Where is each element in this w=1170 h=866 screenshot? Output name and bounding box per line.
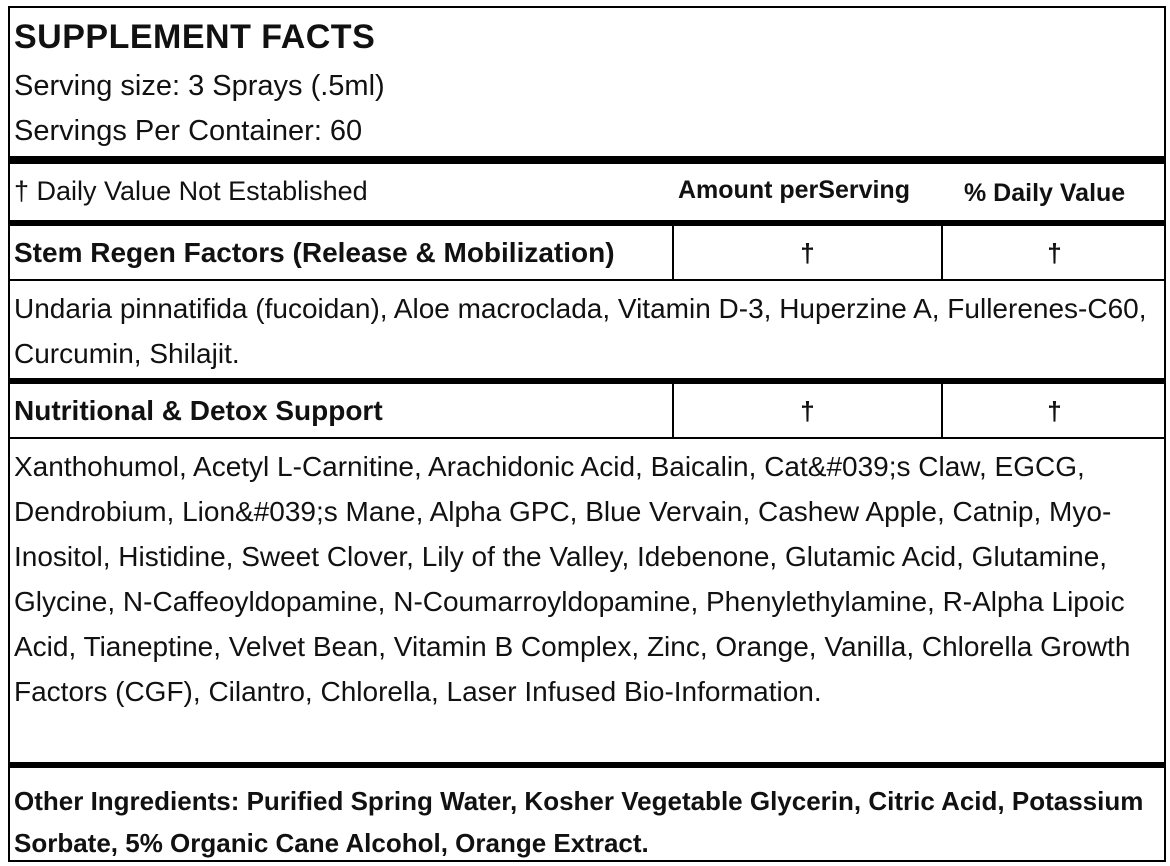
supplement-facts-panel (8, 6, 1166, 862)
group-name-stem-regen: Stem Regen Factors (Release & Mobilization) (14, 237, 615, 268)
daily-value-note: † Daily Value Not Established (14, 176, 368, 206)
group-dv-stem-regen: † (1047, 238, 1062, 268)
daily-value-header: % Daily Value (964, 179, 1126, 207)
thick-divider (10, 156, 1164, 164)
row-divider (10, 279, 1164, 281)
ingredient-list-stem-regen: Undaria pinnatifida (fucoidan), Aloe macroclada, Vitamin D-3, Huperzine A, Fullerenes-C60, Curcumin, Shilajit. (14, 293, 1147, 369)
servings-per-container: Servings Per Container: 60 (14, 115, 363, 147)
panel-title: SUPPLEMENT FACTS (14, 18, 376, 56)
divider (10, 762, 1164, 768)
ingredient-list-nutritional-detox: Xanthohumol, Acetyl L-Carnitine, Arachidonic Acid, Baicalin, Cat&#039;s Claw, EGCG, Dendrobium, Lion&#039;s Mane, Alpha GPC, Blue Vervain, Cashew Apple, Catnip, Myo-Inositol, Histidine, Sweet Clover, Lily of the Valley, Idebenone, Glutamic Acid, Glutamine, Glycine, N-Caffeoyldopamine, N-Coumarroyldopamine, Phenylethylamine, R-Alpha Lipoic Acid, Tianeptine, Velvet Bean, Vitamin B Complex, Zinc, Orange, Vanilla, Chlorella Growth Factors (CGF), Cilantro, Chlorella, Laser Infused Bio-Information. (14, 451, 1131, 707)
divider (10, 220, 1164, 226)
other-ingredients: Other Ingredients: Purified Spring Water, Kosher Vegetable Glycerin, Citric Acid, Potassium Sorbate, 5% Organic Cane Alcohol, Orange Extract. (14, 786, 1144, 858)
group-dv-nutritional-detox: † (1047, 396, 1062, 426)
divider (10, 378, 1164, 384)
amount-per-serving-header: Amount perServing (678, 176, 910, 204)
row-divider (10, 437, 1164, 439)
serving-size: Serving size: 3 Sprays (.5ml) (14, 70, 385, 102)
group-amount-stem-regen: † (800, 238, 815, 268)
group-amount-nutritional-detox: † (800, 396, 815, 426)
group-name-nutritional-detox: Nutritional & Detox Support (14, 395, 383, 426)
